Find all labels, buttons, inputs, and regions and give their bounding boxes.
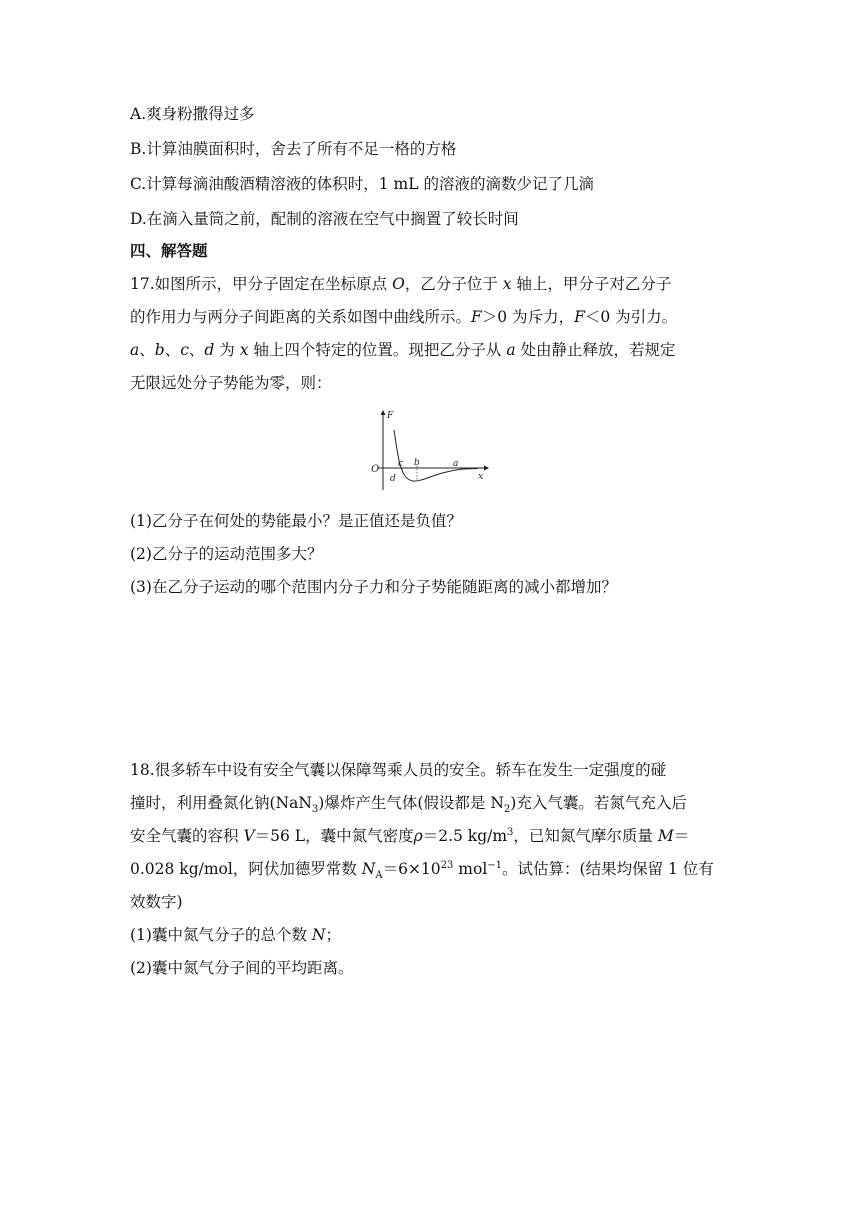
q17-l3-c: b: [154, 341, 165, 359]
option-a: A.爽身粉撒得过多: [130, 105, 255, 123]
q18-l3-g: ，已知氮气摩尔质量: [513, 827, 658, 845]
q18-l4-e: 23: [440, 859, 454, 871]
q17-l2-e: ＜0 为引力。: [584, 308, 678, 326]
q18-line-5: 效数字): [130, 893, 183, 911]
option-d: D.在滴入量筒之前，配制的溶液在空气中搁置了较长时间: [130, 210, 519, 228]
q18-l4-a: 0.028 kg/mol，阿伏加德罗常数: [130, 860, 362, 878]
q18-sub-2: (2)囊中氮气分子间的平均距离。: [130, 959, 354, 977]
q18-l3-h: M: [657, 827, 674, 845]
q17-l1-b: O: [392, 275, 405, 293]
q18-line-3: [130, 826, 689, 846]
force-curve: [394, 430, 478, 481]
q18-line-4: [130, 859, 714, 882]
q17-l1-c: ，乙分子位于: [404, 275, 503, 293]
q17-sub-1: (1)乙分子在何处的势能最小？是正值还是负值？: [130, 512, 462, 530]
q17-l3-h: 为: [214, 341, 240, 359]
q17-sub-2: (2)乙分子的运动范围多大？: [130, 545, 323, 563]
q18-l3-f: 3: [507, 826, 514, 838]
q18-l4-g: −1: [487, 859, 503, 871]
f-axis-label: F: [387, 411, 394, 421]
q18-l2-d: 2: [503, 804, 511, 816]
label-b: b: [414, 458, 420, 468]
q17-l2-b: F: [471, 308, 482, 326]
q17-l2-d: F: [574, 308, 585, 326]
q17-l3-a: a: [130, 341, 140, 359]
q18-l2-b: 3: [311, 804, 319, 816]
origin-label: O: [371, 464, 380, 475]
option-c: C.计算每滴油酸酒精溶液的体积时，1 mL 的溶液的滴数少记了几滴: [130, 175, 594, 193]
q17-l1-a: 17.如图所示，甲分子固定在坐标原点: [130, 275, 393, 293]
q17-l1-e: 轴上，甲分子对乙分子: [511, 275, 672, 293]
q17-line-3: [130, 340, 676, 360]
q18-l3-c: ＝56 L，囊中氮气密度: [254, 827, 414, 845]
q17-l3-e: c: [180, 341, 189, 359]
q17-l3-j: 轴上四个特定的位置。现把乙分子从: [248, 341, 507, 359]
label-a: a: [453, 459, 459, 469]
section-title: 四、解答题: [130, 241, 208, 260]
x-axis-arrow: [484, 466, 489, 471]
q18-l2-c: )爆炸产生气体(假设都是 N: [318, 794, 504, 812]
q17-line-2: [130, 307, 677, 327]
q18-line-1: 18.很多轿车中设有安全气囊以保障驾乘人员的安全。轿车在发生一定强度的碰: [130, 761, 667, 779]
q18-l3-a: 安全气囊的容积: [130, 827, 244, 845]
force-distance-figure: [368, 408, 492, 490]
q17-l3-l: 处由静止释放，若规定: [515, 341, 676, 359]
q17-l3-f: 、: [188, 341, 205, 359]
option-b: B.计算油膜面积时，舍去了所有不足一格的方格: [130, 140, 457, 158]
q18-l3-i: ＝: [673, 827, 690, 845]
q17-l3-d: 、: [164, 341, 181, 359]
q17-l3-i: x: [239, 341, 249, 359]
q18-l2-a: 撞时，利用叠氮化钠(NaN: [130, 794, 312, 812]
q18-l4-d: ＝6×10: [382, 860, 441, 878]
q18-sub-1: [130, 925, 341, 945]
q17-line-1: [130, 274, 671, 294]
q18-l3-d: ρ: [413, 827, 423, 845]
label-d: d: [390, 474, 396, 484]
q18-l4-b: N: [361, 860, 376, 878]
q17-l3-k: a: [506, 341, 516, 359]
x-axis-label: x: [478, 472, 484, 482]
q18-line-2: [130, 793, 687, 816]
q18-l3-b: V: [243, 827, 255, 845]
q18-l4-f: mol: [453, 860, 488, 878]
q17-l1-d: x: [502, 275, 512, 293]
q18-s1-a: (1)囊中氮气分子的总个数: [130, 926, 312, 944]
q17-l2-a: 的作用力与两分子间距离的关系如图中曲线所示。: [130, 308, 472, 326]
q17-sub-3: (3)在乙分子运动的哪个范围内分子力和分子势能随距离的减小都增加？: [130, 578, 617, 596]
q18-l2-e: )充入气囊。若氮气充入后: [510, 794, 687, 812]
label-c: c: [398, 459, 404, 469]
q18-s1-b: N: [311, 926, 326, 944]
q17-line-4: 无限远处分子势能为零，则：: [130, 374, 332, 392]
q18-l4-c: A: [375, 870, 383, 882]
q18-l4-h: 。试估算：(结果均保留 1 位有: [502, 860, 714, 878]
q18-s1-c: ；: [325, 926, 341, 944]
q17-l3-g: d: [204, 341, 215, 359]
f-axis-arrow: [381, 410, 386, 415]
q17-l3-b: 、: [139, 341, 155, 359]
q17-l2-c: ＞0 为斥力，: [481, 308, 575, 326]
q18-l3-e: ＝2.5 kg/m: [422, 827, 508, 845]
